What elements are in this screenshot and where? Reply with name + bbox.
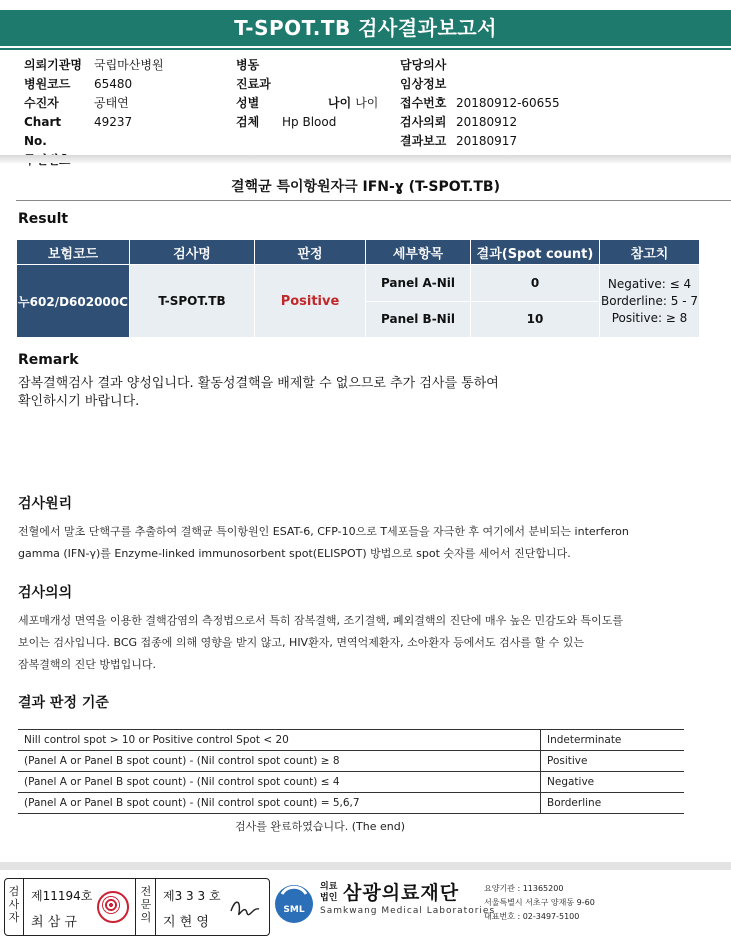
- reference-line: Negative: ≤ 4: [607, 276, 692, 291]
- table-row: [18, 772, 684, 793]
- criteria-heading: 결과 판정 기준: [18, 695, 109, 711]
- meaning-line: 보이는 검사입니다. BCG 접종에 의해 영향을 받지 않고, HIV환자, 면역억제환자, 소아환자 등에서도 검사를 할 수 있는: [18, 636, 584, 649]
- judgement-value: Positive: [255, 265, 366, 338]
- col-header: 판정: [255, 240, 366, 265]
- meaning-line: 잠복결핵의 진단 방법입니다.: [18, 658, 157, 671]
- criteria-result: Indeterminate: [541, 730, 685, 751]
- info-label: 접수번호: [400, 96, 447, 110]
- divider: [135, 879, 136, 935]
- info-value: 20180917: [456, 134, 518, 148]
- col-header: 보험코드: [17, 240, 130, 265]
- result-heading: Result: [18, 211, 69, 227]
- info-label: 검체: [236, 115, 260, 129]
- divider: [23, 879, 24, 935]
- footer-band: [0, 862, 731, 870]
- doctor-license: 제3 3 3 호: [163, 889, 221, 903]
- org-phone: 대표번호 : 02-3497-5100: [484, 912, 580, 921]
- test-subtitle: 결핵균 특이항원자극 IFN-ɣ (T-SPOT.TB): [231, 179, 500, 195]
- care-number: 요양기관 : 11365200: [484, 884, 564, 893]
- subtitle-rule: [16, 200, 731, 201]
- result-table: [16, 239, 700, 338]
- result-header-row: [17, 240, 700, 265]
- age-label: 나이: [328, 96, 352, 110]
- principle-text: [18, 521, 718, 565]
- info-label: Chart No.: [24, 115, 62, 148]
- table-row: [17, 265, 700, 302]
- meaning-line: 세포매개성 면역을 이용한 결핵감염의 측정법으로서 특히 잠복결핵, 조기결핵, 폐외결핵의 진단에 매우 높은 민감도와 특이도를: [18, 614, 623, 627]
- panel-name: Panel B-Nil: [366, 301, 471, 338]
- criteria-result: Positive: [541, 751, 685, 772]
- criteria-condition: (Panel A or Panel B spot count) - (Nil control spot count) ≤ 4: [18, 772, 541, 793]
- remark-text: [18, 375, 708, 411]
- title-rule: [0, 48, 731, 50]
- panel-value: 0: [471, 265, 600, 302]
- info-label: 의뢰기관명: [24, 58, 82, 72]
- meaning-text: [18, 610, 718, 676]
- panel-name: Panel A-Nil: [366, 265, 471, 302]
- end-note: 검사를 완료하였습니다. (The end): [234, 820, 405, 833]
- info-value: 20180912-60655: [456, 96, 560, 110]
- table-row: [18, 730, 684, 751]
- info-value: 공태연: [94, 96, 129, 110]
- criteria-result: Borderline: [541, 793, 685, 814]
- section-divider: [0, 155, 731, 163]
- info-value: Hp Blood: [282, 115, 337, 129]
- divider: [155, 879, 156, 935]
- col-header: 참고치: [600, 240, 700, 265]
- info-left: [24, 56, 234, 170]
- criteria-condition: (Panel A or Panel B spot count) - (Nil control spot count) ≥ 8: [18, 751, 541, 772]
- info-label: 진료과: [236, 77, 271, 91]
- test-name: T-SPOT.TB: [130, 265, 255, 338]
- report-title: T-SPOT.TB 검사결과보고서: [0, 10, 731, 46]
- info-label: 병원코드: [24, 77, 71, 91]
- insurance-code: 누602/D602000C: [17, 265, 130, 338]
- criteria-result: Negative: [541, 772, 685, 793]
- criteria-condition: Nill control spot > 10 or Positive control Spot < 20: [18, 730, 541, 751]
- reference-line: Positive: ≥ 8: [611, 310, 688, 325]
- info-label: 검사의뢰: [400, 115, 447, 129]
- meaning-heading: 검사의의: [18, 585, 73, 601]
- info-label: 결과보고: [400, 134, 447, 148]
- tester-name: 최 삼 규: [31, 915, 77, 930]
- principle-line: gamma (IFN-γ)를 Enzyme-linked immunosorbent spot(ELISPOT) 방법으로 spot 숫자를 세어서 진단합니다.: [18, 547, 571, 560]
- remark-heading: Remark: [18, 352, 79, 368]
- col-header: 세부항목: [366, 240, 471, 265]
- org-english-name: Samkwang Medical Laboratories: [320, 906, 496, 916]
- reference-values: [600, 265, 700, 338]
- doctor-label: 전문의: [140, 885, 152, 924]
- logo-text: SML: [283, 905, 305, 915]
- info-label: 임상정보: [400, 77, 447, 91]
- org-prefix-line: 법인: [320, 893, 338, 903]
- info-label: 수진자: [24, 96, 59, 110]
- org-address: 서울특별시 서초구 양재동 9-60: [484, 898, 595, 907]
- info-mid: [236, 56, 396, 132]
- signature-icon: [227, 893, 263, 923]
- principle-heading: 검사원리: [18, 496, 73, 512]
- info-value: 국립마산병원: [94, 58, 164, 72]
- info-label: 담당의사: [400, 58, 447, 72]
- lab-logo-icon: [272, 880, 316, 926]
- info-label: 성별: [236, 96, 260, 110]
- doctor-name: 지 현 영: [163, 915, 209, 930]
- tester-label: 검사자: [8, 885, 20, 924]
- signature-box: [4, 878, 270, 936]
- seal-icon: [97, 891, 129, 923]
- panel-value: 10: [471, 301, 600, 338]
- remark-line: 잠복결핵검사 결과 양성입니다. 활동성결핵을 배제할 수 없으므로 추가 검사를 통하여: [18, 376, 499, 391]
- age-value: 나이: [355, 96, 379, 110]
- info-value: 49237: [94, 115, 133, 129]
- remark-line: 확인하시기 바랍니다.: [18, 394, 140, 409]
- org-name: 삼광의료재단: [343, 882, 460, 904]
- criteria-table: [18, 729, 684, 814]
- principle-line: 전혈에서 말초 단핵구를 추출하여 결핵균 특이항원인 ESAT-6, CFP-10으로 T세포들을 자극한 후 여기에서 분비되는 interferon: [18, 525, 629, 538]
- criteria-condition: (Panel A or Panel B spot count) - (Nil control spot count) = 5,6,7: [18, 793, 541, 814]
- org-prefix-line: 의료: [320, 882, 338, 892]
- info-right: [400, 56, 700, 151]
- org-contact: [484, 882, 595, 924]
- col-header: 결과(Spot count): [471, 240, 600, 265]
- info-value: 65480: [94, 77, 133, 91]
- table-row: [18, 751, 684, 772]
- reference-line: Borderline: 5 - 7: [601, 293, 698, 308]
- org-prefix: [320, 882, 337, 904]
- table-row: [18, 793, 684, 814]
- col-header: 검사명: [130, 240, 255, 265]
- tester-license: 제11194호: [31, 889, 93, 903]
- info-label: 병동: [236, 58, 260, 72]
- info-value: 20180912: [456, 115, 518, 129]
